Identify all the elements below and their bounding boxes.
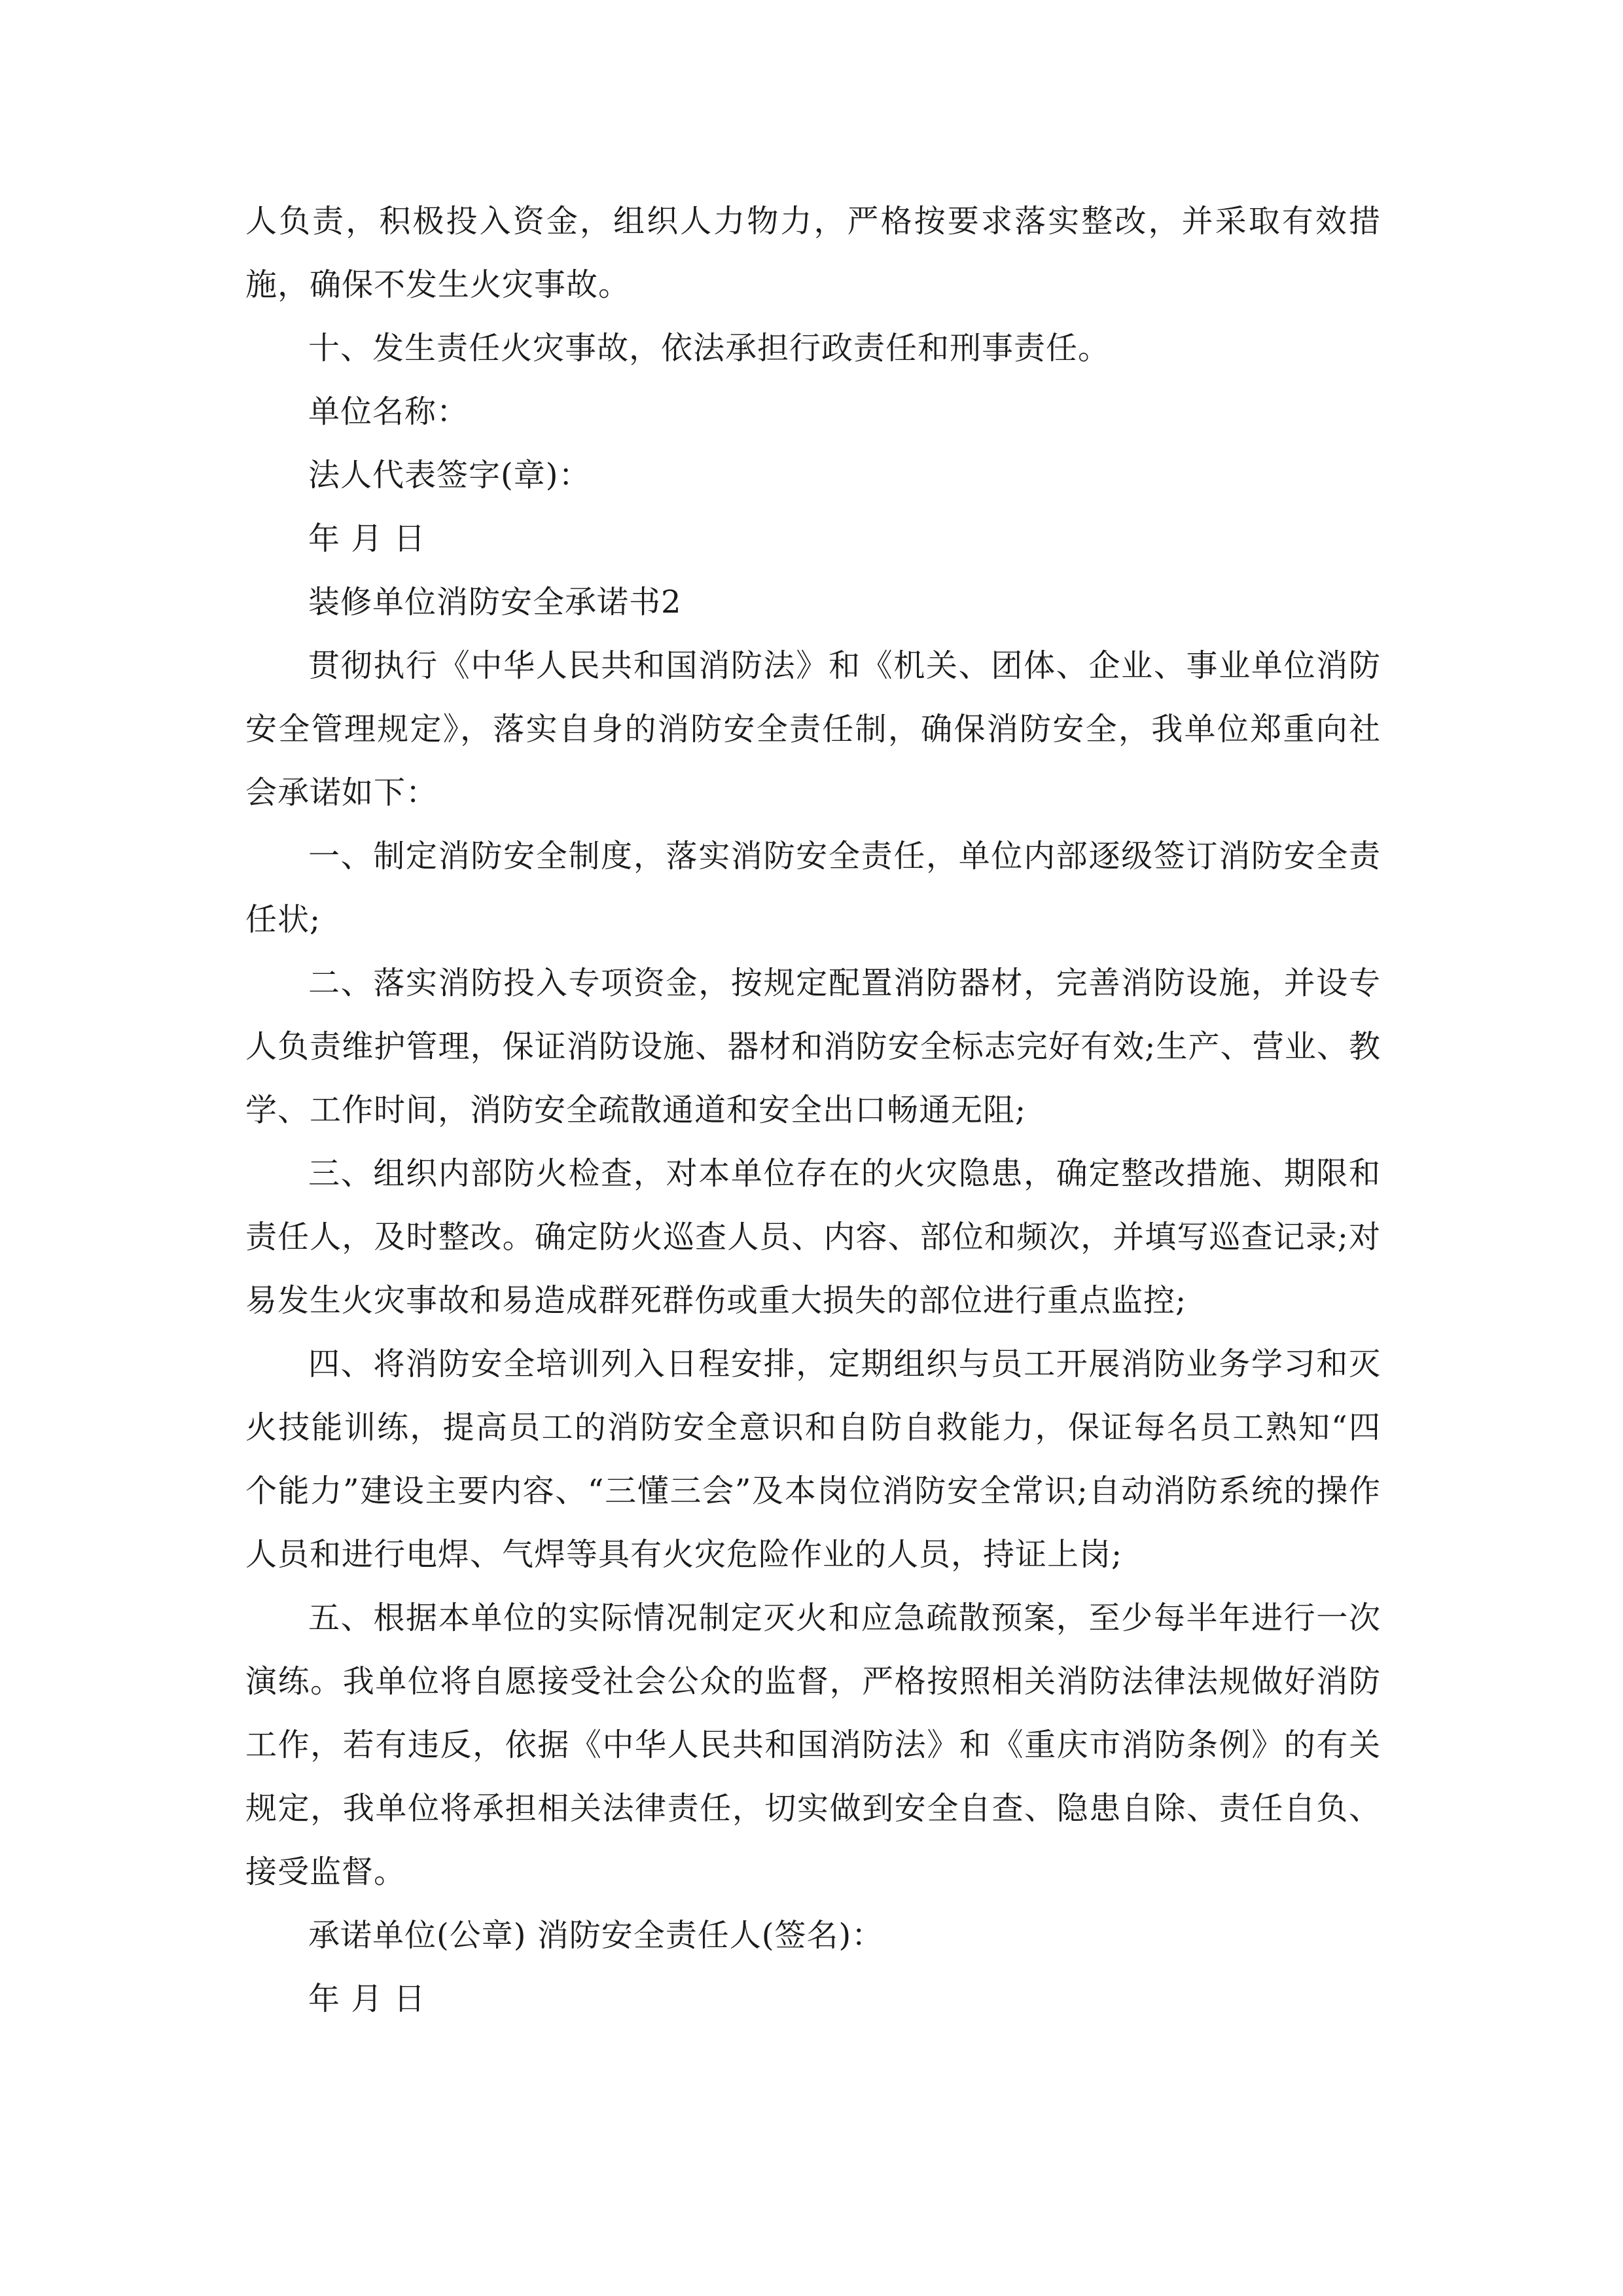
date-line: 年 月 日 bbox=[308, 520, 426, 557]
date-line-final: 年 月 日 bbox=[308, 1981, 426, 2017]
document-body bbox=[245, 190, 1381, 2031]
paragraph-intro: 贯彻执行《中华人民共和国消防法》和《机关、团体、企业、事业单位消防安全管理规定》，落实自身的消防安全责任制，确保消防安全，我单位郑重向社会承诺如下： bbox=[245, 647, 1381, 811]
paragraph-item-two: 二、落实消防投入专项资金，按规定配置消防器材，完善消防设施，并设专人负责维护管理，保证消防设施、器材和消防安全标志完好有效;生产、营业、教学、工作时间，消防安全疏散通道和安全出口畅通无阻; bbox=[245, 965, 1381, 1128]
signature-line: 承诺单位(公章) 消防安全责任人(签名)： bbox=[308, 1917, 884, 1954]
paragraph-item-three: 三、组织内部防火检查，对本单位存在的火灾隐患，确定整改措施、期限和责任人，及时整改。确定防火巡查人员、内容、部位和频次，并填写巡查记录;对易发生火灾事故和易造成群死群伤或重大损失的部位进行重点监控; bbox=[245, 1155, 1381, 1319]
paragraph-item-ten: 十、发生责任火灾事故，依法承担行政责任和刑事责任。 bbox=[308, 330, 1111, 367]
section-title: 装修单位消防安全承诺书2 bbox=[308, 584, 682, 620]
paragraph-item-one: 一、制定消防安全制度，落实消防安全责任，单位内部逐级签订消防安全责任状; bbox=[245, 838, 1381, 938]
unit-name-label: 单位名称： bbox=[308, 393, 469, 430]
legal-rep-signature-label: 法人代表签字(章)： bbox=[308, 457, 591, 493]
paragraph-continuation: 人负责，积极投入资金，组织人力物力，严格按要求落实整改，并采取有效措施，确保不发生火灾事故。 bbox=[245, 203, 1381, 303]
paragraph-item-five: 五、根据本单位的实际情况制定灭火和应急疏散预案，至少每半年进行一次演练。我单位将自愿接受社会公众的监督，严格按照相关消防法律法规做好消防工作，若有违反，依据《中华人民共和国消防法》和《重庆市消防条例》的有关规定，我单位将承担相关法律责任，切实做到安全自查、隐患自除、责任自负、接受监督。 bbox=[245, 1600, 1381, 1890]
paragraph-item-four: 四、将消防安全培训列入日程安排，定期组织与员工开展消防业务学习和灭火技能训练，提高员工的消防安全意识和自防自救能力，保证每名员工熟知“四个能力”建设主要内容、“三懂三会”及本岗位消防安全常识;自动消防系统的操作人员和进行电焊、气焊等具有火灾危险作业的人员，持证上岗; bbox=[245, 1346, 1381, 1573]
